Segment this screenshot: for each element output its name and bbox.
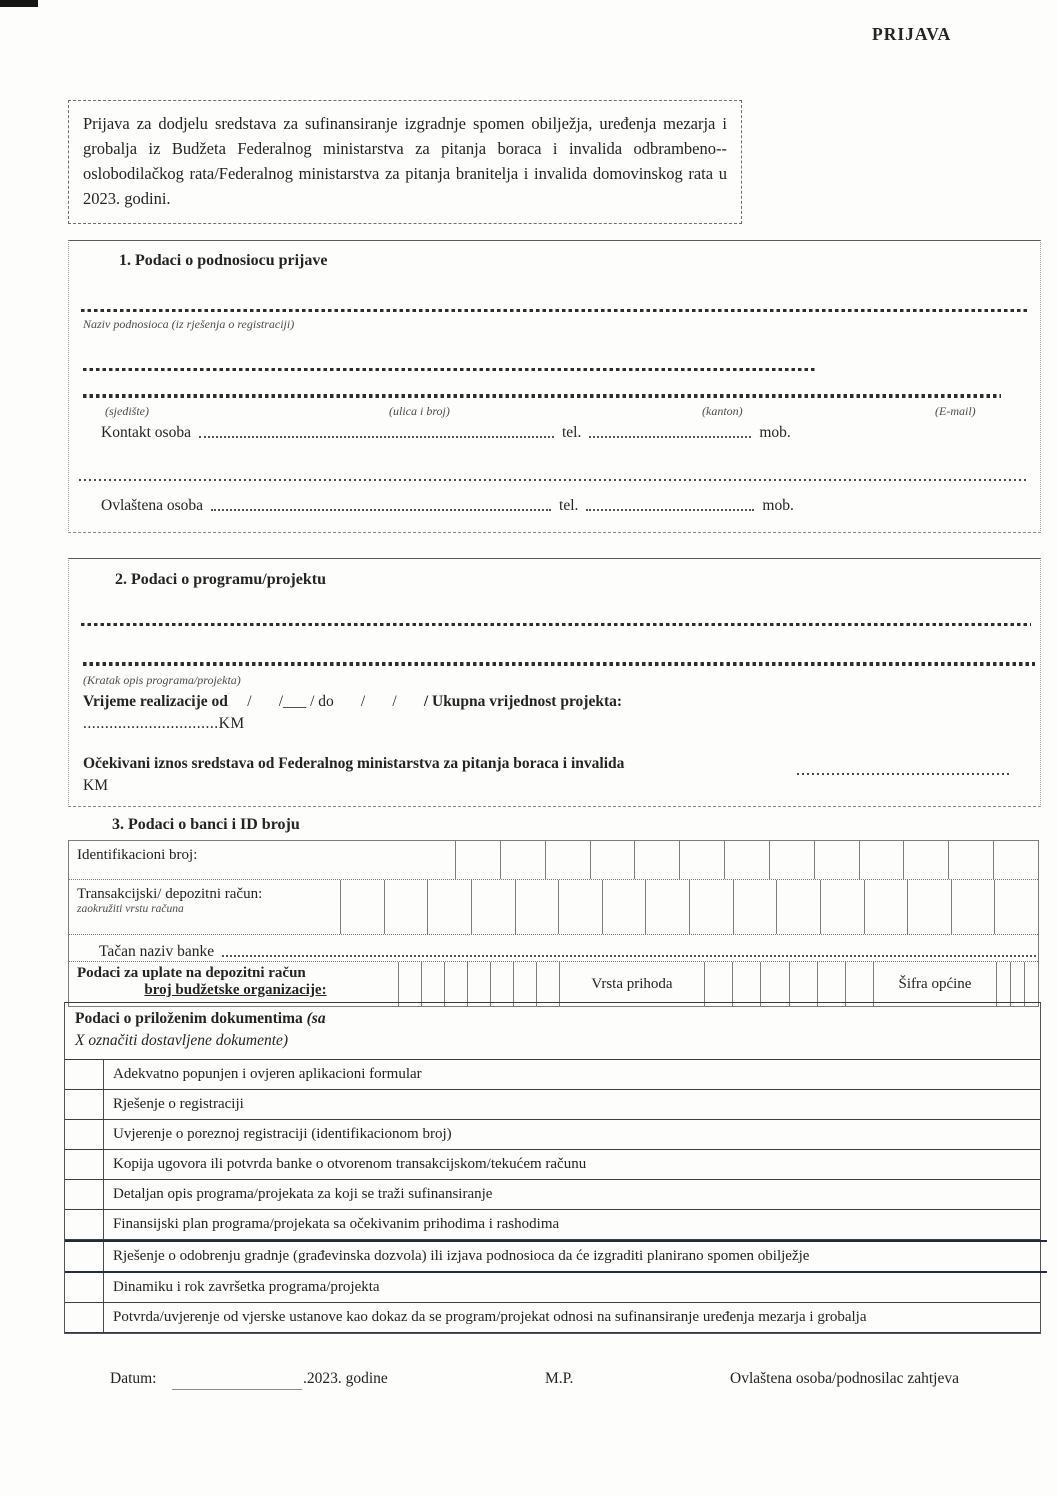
hint-canton: (kanton) bbox=[702, 404, 743, 418]
date-suffix: .2023. godine bbox=[303, 1370, 388, 1387]
grid-cell[interactable] bbox=[860, 841, 905, 879]
document-row bbox=[65, 1150, 1040, 1180]
document-row bbox=[65, 1060, 1040, 1090]
authorized-tel-line[interactable] bbox=[586, 505, 754, 511]
document-row bbox=[65, 1090, 1040, 1120]
grid-cell[interactable] bbox=[725, 841, 770, 879]
grid-cell[interactable] bbox=[1025, 962, 1038, 1006]
hint-email: (E-mail) bbox=[935, 404, 976, 418]
grid-cell[interactable] bbox=[537, 962, 559, 1006]
account-hint: zaokružiti vrstu računa bbox=[77, 903, 184, 915]
applicant-address-line-1[interactable] bbox=[83, 368, 815, 371]
document-item-label: Kopija ugovora ili potvrda banke o otvorenom transakcijskom/tekućem računu bbox=[113, 1155, 587, 1172]
intro-text: Prijava za dodjelu sredstava za sufinansiranje izgradnje spomen obilježja, uređenja mezarja i grobalja iz Budžeta Federalnog ministarstva za pitanja boraca i invalida odbrambeno--oslobodilačkog rata/Federalnog ministarstva za pitanja branitelja i invalida domovinskog rata u 2023. godini. bbox=[83, 114, 727, 209]
realization-label: Vrijeme realizacije od bbox=[83, 693, 228, 710]
section1-title: 1. Podaci o podnosiocu prijave bbox=[119, 252, 328, 269]
applicant-address-line-2[interactable] bbox=[83, 394, 1001, 398]
grid-cell[interactable] bbox=[428, 880, 472, 934]
grid-cell[interactable] bbox=[472, 880, 516, 934]
documents-title-paren: (sa bbox=[306, 1010, 326, 1027]
grid-cell[interactable] bbox=[341, 880, 385, 934]
documents-title: Podaci o priloženim dokumentima bbox=[75, 1010, 303, 1027]
contact-person-row bbox=[101, 424, 861, 442]
grid-cell[interactable] bbox=[908, 880, 952, 934]
grid-cell[interactable] bbox=[770, 841, 815, 879]
section3-title: 3. Podaci o banci i ID broju bbox=[112, 816, 300, 833]
documents-table bbox=[64, 1002, 1041, 1334]
section-project bbox=[68, 558, 1041, 807]
seal-label: M.P. bbox=[545, 1370, 574, 1387]
document-item-label: Adekvatno popunjen i ovjeren aplikacioni formular bbox=[113, 1065, 422, 1082]
realization-time-row bbox=[83, 693, 622, 711]
grid-cell[interactable] bbox=[591, 841, 636, 879]
grid-cell[interactable] bbox=[546, 841, 591, 879]
document-checkbox[interactable] bbox=[65, 1303, 104, 1332]
section-applicant bbox=[68, 240, 1041, 533]
deposit-label-line2: broj budžetske organizacije: bbox=[144, 982, 327, 998]
form-type-heading: PRIJAVA bbox=[872, 24, 952, 44]
documents-header bbox=[65, 1003, 1040, 1060]
document-row bbox=[65, 1303, 1040, 1333]
municipality-cells bbox=[997, 962, 1038, 1006]
document-item-label: Finansijski plan programa/projekata sa očekivanim prihodima i rashodima bbox=[113, 1215, 560, 1232]
grid-cell[interactable] bbox=[846, 962, 873, 1006]
mob-label: mob. bbox=[759, 424, 791, 441]
income-type-cells bbox=[705, 962, 873, 1006]
document-item-label: Detaljan opis programa/projekata za koji se traži sufinansiranje bbox=[113, 1185, 493, 1202]
date-label: Datum: bbox=[110, 1370, 157, 1387]
document-item-label: Potvrda/uvjerenje od vjerske ustanove kao dokaz da se program/projekat odnosi na sufinansiranje uređenja mezarja i grobalja bbox=[113, 1308, 867, 1325]
applicant-name-hint: Naziv podnosioca (iz rješenja o registraciji) bbox=[83, 317, 295, 331]
total-value-label: / Ukupna vrijednost projekta: bbox=[423, 693, 623, 710]
document-item-label: Uvjerenje o poreznoj registraciji (identifikacionom broj) bbox=[113, 1125, 452, 1142]
grid-cell[interactable] bbox=[501, 841, 546, 879]
grid-cell[interactable] bbox=[705, 962, 733, 1006]
id-number-label: Identifikacioni broj: bbox=[69, 841, 456, 879]
bank-name-line[interactable] bbox=[222, 951, 1036, 957]
grid-cell[interactable] bbox=[468, 962, 491, 1006]
expected-amount-label: Očekivani iznos sredstava od Federalnog ministarstva za pitanja boraca i invalida bbox=[83, 755, 625, 772]
grid-cell[interactable] bbox=[385, 880, 429, 934]
grid-cell[interactable] bbox=[865, 880, 909, 934]
document-item-label: Rješenje o odobrenju gradnje (građevinska dozvola) ili izjava podnosioca da će izgraditi planirano spomen obilježje bbox=[113, 1247, 810, 1264]
document-checkbox[interactable] bbox=[65, 1090, 104, 1119]
intro-box bbox=[68, 100, 742, 224]
id-number-row bbox=[69, 841, 1038, 879]
income-type-label: Vrsta prihoda bbox=[559, 962, 705, 1006]
hint-street: (ulica i broj) bbox=[389, 404, 450, 418]
grid-cell[interactable] bbox=[734, 880, 778, 934]
grid-cell[interactable] bbox=[994, 841, 1038, 879]
document-checkbox[interactable] bbox=[65, 1242, 104, 1271]
authorized-person-label: Ovlaštena osoba bbox=[101, 497, 204, 514]
project-desc-line-1[interactable] bbox=[81, 623, 1031, 626]
scan-artifact bbox=[0, 0, 38, 7]
document-item-label: Dinamiku i rok završetka programa/projekta bbox=[113, 1278, 380, 1295]
contact-person-line[interactable] bbox=[199, 432, 554, 438]
grid-cell[interactable] bbox=[995, 880, 1038, 934]
authorized-person-row bbox=[101, 497, 871, 515]
contact-tel-line[interactable] bbox=[589, 432, 751, 438]
grid-cell[interactable] bbox=[516, 880, 560, 934]
bank-table bbox=[68, 840, 1039, 1007]
document-checkbox[interactable] bbox=[65, 1180, 104, 1209]
mob-label-2: mob. bbox=[762, 497, 794, 514]
budget-org-cells bbox=[399, 962, 559, 1006]
document-row bbox=[65, 1180, 1040, 1210]
realization-date-slots[interactable]: / /___ / do / / bbox=[227, 693, 424, 710]
hint-seat: (sjedište) bbox=[105, 404, 149, 418]
grid-cell[interactable] bbox=[761, 962, 789, 1006]
document-checkbox[interactable] bbox=[65, 1210, 104, 1239]
section2-title: 2. Podaci o programu/projektu bbox=[115, 571, 326, 588]
document-checkbox[interactable] bbox=[65, 1273, 104, 1302]
expected-amount-line[interactable] bbox=[797, 773, 1009, 775]
account-label-cell bbox=[69, 880, 341, 934]
bank-name-label: Tačan naziv banke bbox=[99, 943, 215, 960]
document-checkbox[interactable] bbox=[65, 1060, 104, 1089]
grid-cell[interactable] bbox=[690, 880, 734, 934]
grid-cell[interactable] bbox=[997, 962, 1011, 1006]
documents-subtitle: X označiti dostavljene dokumente) bbox=[75, 1032, 289, 1050]
grid-cell[interactable] bbox=[603, 880, 647, 934]
grid-cell[interactable] bbox=[491, 962, 514, 1006]
grid-cell[interactable] bbox=[680, 841, 725, 879]
documents-rows bbox=[65, 1060, 1040, 1333]
account-row bbox=[69, 879, 1038, 934]
grid-cell[interactable] bbox=[733, 962, 761, 1006]
km-label: KM bbox=[83, 777, 108, 794]
deposit-label-cell bbox=[69, 962, 399, 1006]
account-label: Transakcijski/ depozitni račun: bbox=[77, 886, 263, 902]
applicant-name-line[interactable] bbox=[81, 309, 1029, 312]
grid-cell[interactable] bbox=[456, 841, 501, 879]
bank-name-row bbox=[69, 934, 1038, 961]
project-desc-hint: (Kratak opis programa/projekta) bbox=[83, 673, 241, 687]
document-row bbox=[65, 1120, 1040, 1150]
project-desc-line-2[interactable] bbox=[83, 662, 1035, 666]
total-value-line[interactable]: ...............................KM bbox=[83, 715, 245, 732]
grid-cell[interactable] bbox=[646, 880, 690, 934]
grid-cell[interactable] bbox=[815, 841, 860, 879]
contact-mob-line[interactable] bbox=[79, 479, 1029, 481]
document-item-label: Rješenje o registraciji bbox=[113, 1095, 244, 1112]
grid-cell[interactable] bbox=[559, 880, 603, 934]
grid-cell[interactable] bbox=[949, 841, 994, 879]
id-number-cells bbox=[456, 841, 1038, 879]
authorized-person-line[interactable] bbox=[211, 505, 551, 511]
grid-cell[interactable] bbox=[514, 962, 537, 1006]
contact-person-label: Kontakt osoba bbox=[101, 424, 191, 441]
account-cells bbox=[341, 880, 1038, 934]
tel-label: tel. bbox=[561, 424, 582, 441]
grid-cell[interactable] bbox=[777, 880, 821, 934]
grid-cell[interactable] bbox=[1011, 962, 1025, 1006]
grid-cell[interactable] bbox=[818, 962, 846, 1006]
grid-cell[interactable] bbox=[821, 880, 865, 934]
document-checkbox[interactable] bbox=[65, 1150, 104, 1179]
municipality-label: Šifra općine bbox=[873, 962, 997, 1006]
document-row bbox=[65, 1273, 1040, 1303]
deposit-row bbox=[69, 961, 1038, 1006]
document-row bbox=[65, 1210, 1040, 1240]
grid-cell[interactable] bbox=[445, 962, 468, 1006]
signature-label: Ovlaštena osoba/podnosilac zahtjeva bbox=[730, 1370, 959, 1387]
grid-cell[interactable] bbox=[399, 962, 422, 1006]
document-row bbox=[65, 1240, 1047, 1273]
grid-cell[interactable] bbox=[904, 841, 949, 879]
grid-cell[interactable] bbox=[635, 841, 680, 879]
date-fill-line[interactable] bbox=[172, 1388, 302, 1390]
tel-label-2: tel. bbox=[559, 497, 579, 514]
document-checkbox[interactable] bbox=[65, 1120, 104, 1149]
grid-cell[interactable] bbox=[790, 962, 818, 1006]
grid-cell[interactable] bbox=[952, 880, 996, 934]
grid-cell[interactable] bbox=[422, 962, 445, 1006]
deposit-label-line1: Podaci za uplate na depozitni račun bbox=[77, 965, 306, 981]
